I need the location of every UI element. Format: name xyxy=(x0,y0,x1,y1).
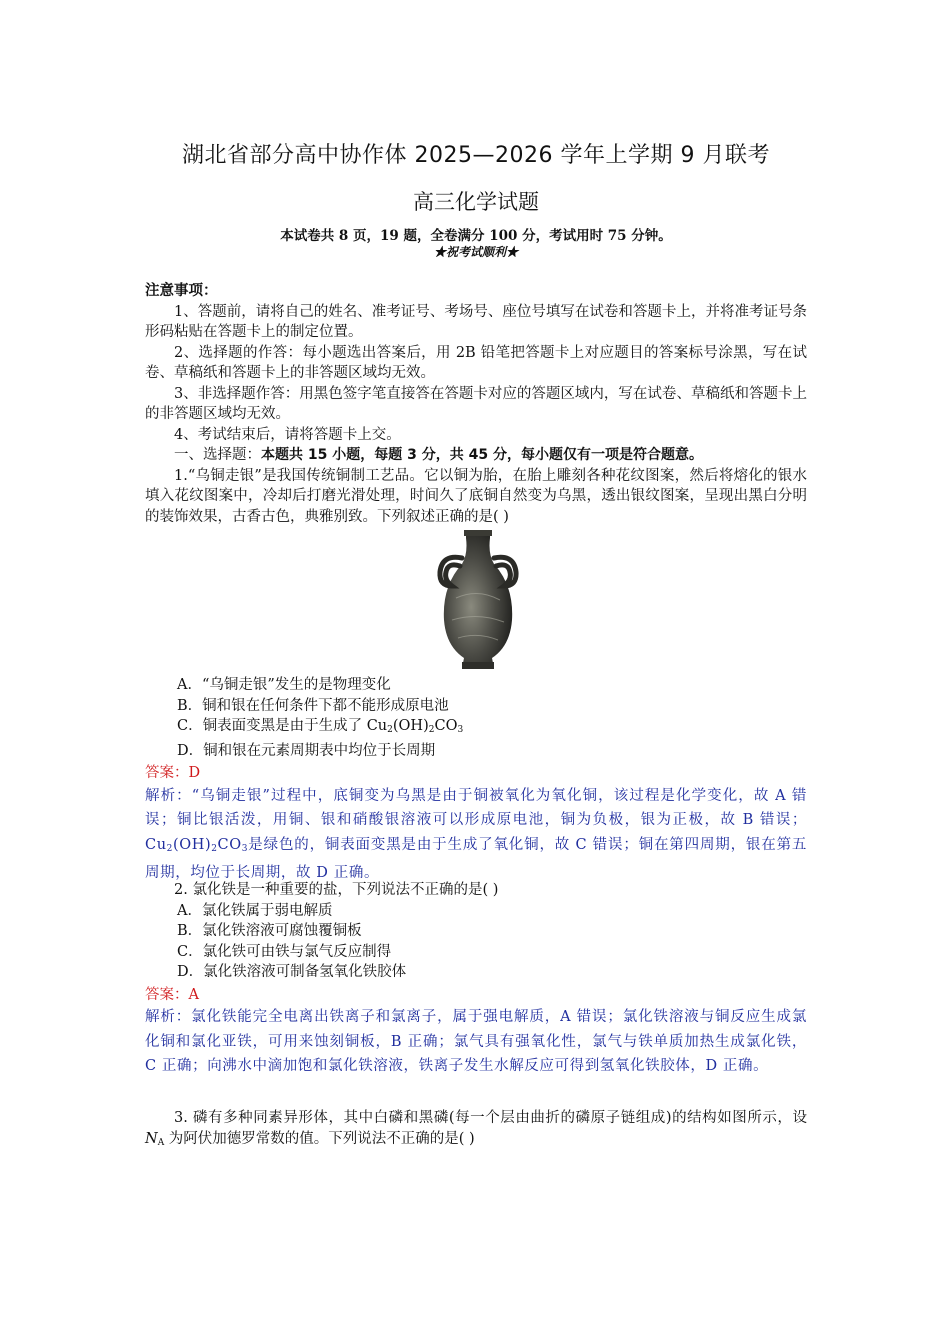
section-heading xyxy=(145,445,807,466)
vase-image xyxy=(430,528,526,676)
q2-block xyxy=(145,880,807,1079)
notice-item: 3、非选择题作答：用黑色签字笔直接答在答题卡对应的答题区域内，写在试卷、草稿纸和答题卡上的非答题区域均无效。 xyxy=(145,385,807,422)
notice-item: 1、答题前，请将自己的姓名、准考证号、考场号、座位号填写在试卷和答题卡上，并将准考证号条形码粘贴在答题卡上的制定位置。 xyxy=(145,303,807,340)
q3-block xyxy=(145,1108,807,1153)
section-prefix: 一、选择题： xyxy=(174,447,261,463)
q2-option-c: C．氯化铁可由铁与氯气反应制得 xyxy=(177,943,392,960)
q1-explanation: 解析：“乌铜走银”过程中，底铜变为乌黑是由于铜被氧化为氧化铜，该过程是化学变化，故 A 错误；铜比银活泼，用铜、银和硝酸银溶液可以形成原电池，铜为负极，银为正极，故 B 错误；$Cu_2(OH)_2CO_3$是绿色的，铜表面变黑是由于生成了氧化铜，故 C 错误；铜在第四周期，银在第五周期，均位于长周期，故 D 正确。 xyxy=(145,787,807,881)
q1-option-b: B．铜和银在任何条件下都不能形成原电池 xyxy=(177,697,449,714)
q1-option-a: A．“乌铜走银”发生的是物理变化 xyxy=(177,677,391,693)
q1-option-d: D．铜和银在元素周期表中均位于长周期 xyxy=(177,742,436,759)
exam-wish: ★祝考试顺利★ xyxy=(433,245,518,259)
notice-section xyxy=(145,281,807,527)
q2-answer: 答案：A xyxy=(145,986,199,1003)
q2-option-a: A．氯化铁属于弱电解质 xyxy=(177,902,333,919)
q2-option-d: D．氯化铁溶液可制备氢氧化铁胶体 xyxy=(177,964,407,980)
notice-item: 2、选择题的作答：每小题选出答案后，用 2B 铅笔把答题卡上对应题目的答案标号涂黑，写在试卷、草稿纸和答题卡上的非答题区域均无效。 xyxy=(145,344,807,381)
notice-heading: 注意事项： xyxy=(145,282,218,299)
q2-explanation: 解析：氯化铁能完全电离出铁离子和氯离子，属于强电解质，A 错误；氯化铁溶液与铜反应生成氯化铜和氯化亚铁，可用来蚀刻铜板，B 正确；氯气具有强氧化性，氯气与铁单质加热生成氯化铁，C 正确；向沸水中滴加饱和氯化铁溶液，铁离子发生水解反应可得到氢氧化铁胶体，D 正确。 xyxy=(145,1009,807,1074)
q1-block xyxy=(145,675,807,886)
notice-item: 4、考试结束后，请将答题卡上交。 xyxy=(174,426,401,443)
q3-stem: 3. 磷有多种同素异形体，其中白磷和黑磷(每一个层由曲折的磷原子链组成)的结构如图所示，设 $N_A$ 为阿伏加德罗常数的值。下列说法不正确的是( ) xyxy=(145,1110,807,1148)
exam-info: 本试卷共 8 页，19 题，全卷满分 100 分，考试用时 75 分钟。 xyxy=(280,228,672,244)
q2-stem: 2. 氯化铁是一种重要的盐，下列说法不正确的是( ) xyxy=(174,882,499,898)
q1-option-c: C．铜表面变黑是由于生成了 $Cu_2(OH)_2CO_3$ xyxy=(177,718,464,735)
section-text: 本题共 15 小题，每题 3 分，共 45 分，每小题仅有一项是符合题意。 xyxy=(261,447,703,463)
q1-answer: 答案：D xyxy=(145,765,201,781)
exam-subtitle: 高三化学试题 xyxy=(413,190,539,214)
exam-title: 湖北省部分高中协作体 2025—2026 学年上学期 9 月联考 xyxy=(182,143,770,168)
q2-option-b: B．氯化铁溶液可腐蚀覆铜板 xyxy=(177,923,362,939)
q1-stem: 1.“乌铜走银”是我国传统铜制工艺品。它以铜为胎，在胎上雕刻各种花纹图案，然后将熔化的银水填入花纹图案中，冷却后打磨光滑处理，时间久了底铜自然变为乌黑，透出银纹图案，呈现出黑白分明的装饰效果，古香古色，典雅别致。下列叙述正确的是( ) xyxy=(145,467,807,525)
